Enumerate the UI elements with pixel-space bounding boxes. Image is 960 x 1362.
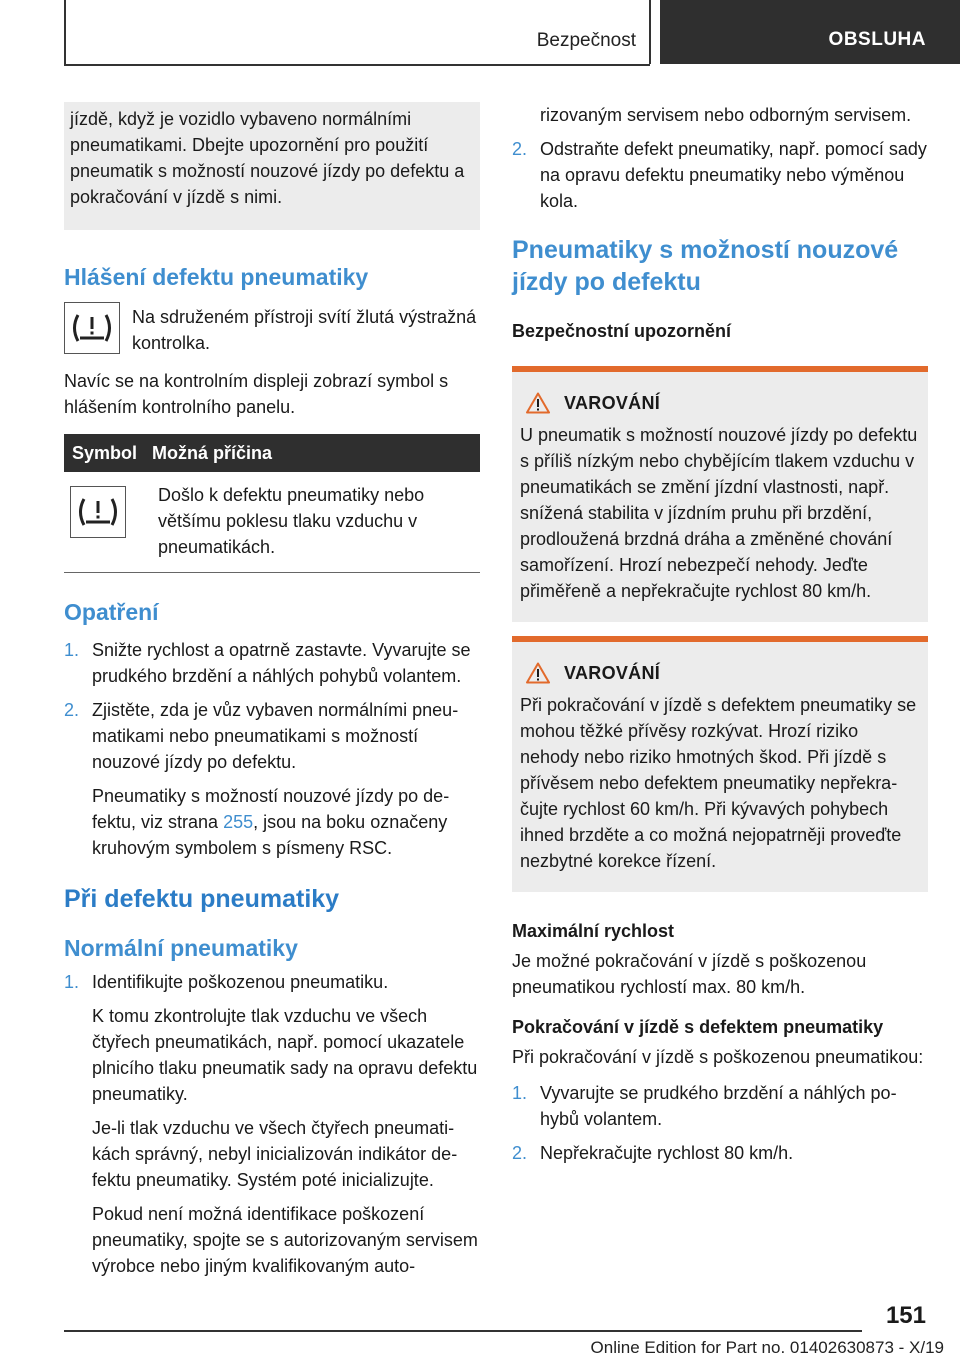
warning-title [520,390,920,416]
table-cause-cell: Došlo k defektu pneumatiky nebo většímu poklesu tlaku vzduchu v pneumatikách. [158,485,425,557]
max-speed-text: Je možné pokračování v jízdě s poškozenou pneumatikou rychlostí max. 80 km/h. [512,951,867,997]
warning-text: U pneumatik s možností nouzové jízdy po defektu s příliš nízkým nebo chybějícím tlakem vzduchu v pneumatikách se změní jízdní vlastnosti, např. snížená stabilita v jízdním pruhu při brzdění, prodloužená brzdná dráha a změněné chování samořízení. Hrozí nebezpečí nehody. Jeďte přiměřeně a nepřekračujte rychlost 80 km/h. [520,425,918,601]
list-item-text: Odstraňte defekt pneumatiky, např. pomocí sady na opravu defektu pneumatiky nebo výměnou kola. [540,139,927,211]
header-rule-bottom [64,64,650,66]
table-header-row [64,434,480,472]
warning-triangle-icon [526,392,550,414]
list-item [64,969,480,1279]
list-item-subtext: Pokud není možná identifikace poškození pneumatiky, spojte se s autorizovaným servisem výrobce nebo jiným kvalifikovaným auto- [92,1204,478,1276]
footer-rule [64,1330,862,1332]
header-rule-left [64,0,66,64]
list-item-text: Snižte rychlost a opatrně zastavte. Vyvarujte se prudkého brzdění a náhlých pohybů volantem. [92,640,471,686]
warning-title-text: VAROVÁNÍ [564,393,661,413]
intro-note-text: jízdě, když je vozidlo vybaveno normálními pneumatikami. Dbejte upozornění pro použití pneumatik s možností nouzové jízdy po defektu a pokračování v jízdě s nimi. [70,109,465,207]
heading-measures: Opatření [64,599,159,625]
right-column [512,102,928,1174]
intro-note-box [64,102,480,230]
warning-triangle-icon [526,662,550,684]
warning-lamp-text: Na sdruženém přístroji svítí žlutá výstražná kontrolka. [132,307,477,353]
measures-list [64,637,480,861]
subtext-part: Pneumatiky s možností nouzové jízdy po defektu, viz strana [92,786,450,832]
list-item-number: 1. [64,640,80,660]
continue-driving-text: Při pokračování v jízdě s poškozenou pneumatikou: [512,1047,924,1067]
repair-list [512,136,928,214]
list-item-text: Nepřekračujte rychlost 80 km/h. [540,1143,794,1163]
header-section-title: Bezpečnost [536,30,636,51]
page-number: 151 [885,1302,926,1329]
heading-runflat-tires: Pneumatiky s možností nouzové jízdy po defektu [512,236,899,296]
list-item-subtext [92,783,480,861]
warning-box-1 [512,366,928,622]
list-item [64,697,480,861]
table-header-symbol: Symbol [72,442,138,463]
table-symbol-cell [64,482,158,560]
list-item [64,637,480,689]
list-item-number: 2. [512,1143,528,1163]
warning-box-2 [512,636,928,892]
heading-max-speed: Maximální rychlost [512,921,675,941]
header-chapter-tab [660,0,960,64]
heading-tire-defect-report: Hlášení defektu pneumatiky [64,264,369,290]
header-chapter-label: OBSLUHA [828,29,926,50]
list-item-text: Vyvarujte se prudkého brzdění a náhlých pohybů volantem. [540,1083,897,1129]
list-item-number: 2. [512,139,528,159]
tire-pressure-warning-icon [64,302,120,354]
continued-text: rizovaným servisem nebo odborným servisem. [540,105,912,125]
tire-pressure-warning-icon [70,486,126,538]
display-symbol-text: Navíc se na kontrolním displeji zobrazí symbol s hlášením kontrolního panelu. [64,371,449,417]
list-item [512,1140,928,1166]
list-item [512,1080,928,1132]
list-item-number: 2. [64,700,80,720]
list-item-subtext: K tomu zkontrolujte tlak vzduchu ve všech čtyřech pneumatikách, např. pomocí ukazatele plnicího tlaku pneumatik sady na opravu defektu pneumatiky. [92,1006,478,1104]
heading-normal-tires: Normální pneumatiky [64,935,298,961]
list-item-text: Zjistěte, zda je vůz vybaven normálními pneumatikami nebo pneumatikami s možností nouzové jízdy po defektu. [92,700,459,772]
list-item-number: 1. [64,972,80,992]
list-item [512,136,928,214]
heading-on-tire-defect: Při defektu pneumatiky [64,885,340,913]
heading-continue-driving: Pokračování v jízdě s defektem pneumatiky [512,1017,884,1037]
list-item-subtext: Je-li tlak vzduchu ve všech čtyřech pneumatikách správný, nebyl inicializován indikátor defektu pneumatiky. Systém poté inicializujte. [92,1118,458,1190]
list-item-text: Identifikujte poškozenou pneumatiku. [92,972,389,992]
warning-title [520,660,920,686]
warning-lamp-row [64,302,480,356]
subtext-part: , jsou na boku označeny kruhovým symbolem s písmeny RSC. [92,812,448,858]
footer-edition-text: Online Edition for Part no. 01402630873 - X/19 [590,1338,944,1357]
table-header-cause: Možná příčina [152,442,273,463]
left-column [64,102,480,1287]
list-item-number: 1. [512,1083,528,1103]
warning-text: Při pokračování v jízdě s defektem pneumatiky se mohou těžké přívěsy rozkývat. Hrozí riziko nehody nebo riziko hmotných škod. Při jízdě s přívěsem nebo defektem pneumatiky nepřekračujte rychlost 60 km/h. Při kývavých pohybech ihned brzděte a co možná nejopatrněji proveďte nezbytné korekce řízení. [520,695,917,871]
warning-title-text: VAROVÁNÍ [564,663,661,683]
table-row [64,472,480,573]
normal-tires-list [64,969,480,1279]
header-rule-right [649,0,651,64]
heading-safety-notes: Bezpečnostní upozornění [512,321,732,341]
continue-driving-list [512,1080,928,1166]
page-reference-link[interactable]: 255 [223,812,254,832]
symbol-table [64,434,480,573]
